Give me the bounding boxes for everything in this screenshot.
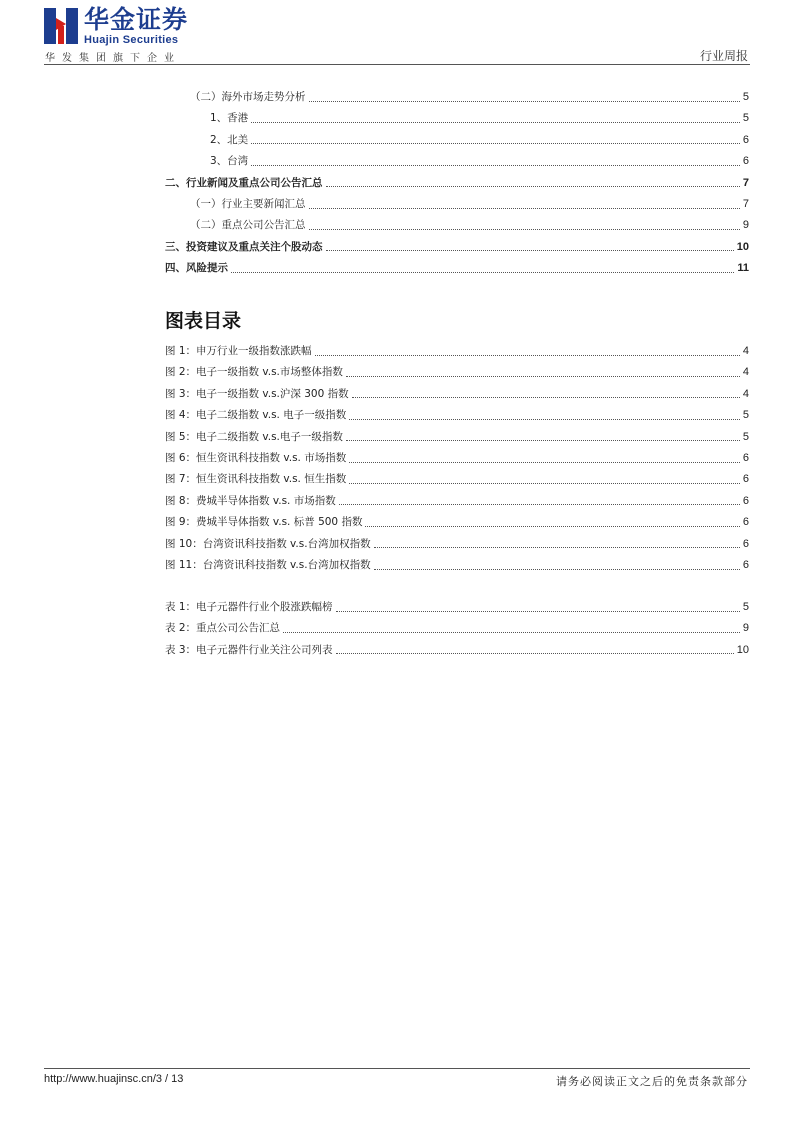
dot-leader — [309, 93, 740, 102]
table-entry-label: 表 3：电子元器件行业关注公司列表 — [165, 643, 333, 656]
figure-entry-page: 6 — [742, 452, 749, 464]
dot-leader — [326, 242, 734, 251]
toc-entry[interactable] — [165, 175, 749, 191]
dot-leader — [251, 135, 740, 144]
dot-leader — [349, 411, 740, 420]
toc-entry-label: 二、行业新闻及重点公司公告汇总 — [165, 176, 323, 189]
figure-entry-label: 图 3：电子一级指数 v.s.沪深 300 指数 — [165, 387, 349, 400]
toc-entry[interactable] — [190, 217, 749, 233]
dot-leader — [315, 347, 740, 356]
figure-entry[interactable] — [165, 364, 749, 380]
figure-entry-page: 6 — [742, 537, 749, 550]
footer-url-page: http://www.huajinsc.cn/3 / 13 — [44, 1073, 184, 1085]
figure-entry-label: 图 4：电子二级指数 v.s. 电子一级指数 — [165, 409, 347, 422]
dot-leader — [251, 114, 740, 123]
toc-entry-page: 10 — [736, 240, 749, 253]
toc-entry-label: （二）重点公司公告汇总 — [190, 219, 306, 232]
table-entry[interactable] — [165, 642, 749, 658]
dot-leader — [352, 389, 740, 398]
toc-entry-page: 5 — [742, 112, 749, 125]
table-entry-page: 10 — [736, 643, 749, 656]
toc-entry[interactable] — [165, 260, 749, 276]
header-divider — [44, 64, 750, 65]
toc-entry[interactable] — [210, 110, 749, 126]
dot-leader — [374, 561, 740, 570]
figure-entry[interactable] — [165, 493, 749, 509]
figure-entry-page: 4 — [742, 345, 749, 357]
figure-entry-page: 6 — [742, 494, 749, 507]
toc-entry-page: 6 — [742, 133, 749, 146]
toc-entry-page: 7 — [742, 176, 749, 189]
figure-entry[interactable] — [165, 471, 749, 487]
figure-entry-page: 6 — [742, 559, 749, 571]
dot-leader — [309, 200, 740, 209]
figure-entry-label: 图 6：恒生资讯科技指数 v.s. 市场指数 — [165, 452, 347, 464]
figure-entry[interactable] — [165, 450, 749, 466]
figure-entry-label: 图 5：电子二级指数 v.s.电子一级指数 — [165, 430, 343, 443]
dot-leader — [251, 157, 740, 166]
dot-leader — [365, 518, 739, 527]
dot-leader — [336, 645, 734, 654]
toc-entry[interactable] — [165, 239, 749, 255]
table-entry[interactable] — [165, 620, 749, 636]
table-entry-label: 表 1：电子元器件行业个股涨跌幅榜 — [165, 601, 333, 613]
huajin-logo-icon — [44, 8, 78, 44]
figure-entry[interactable] — [165, 407, 749, 423]
dot-leader — [349, 475, 740, 484]
toc-entry-label: 2、北美 — [210, 133, 249, 146]
brand-name-en: Huajin Securities — [84, 34, 179, 46]
dot-leader — [283, 624, 740, 633]
toc-entry-page: 9 — [742, 219, 749, 232]
dot-leader — [336, 603, 740, 612]
table-entry-page: 5 — [742, 601, 749, 613]
figure-entry-label: 图 9：费城半导体指数 v.s. 标普 500 指数 — [165, 516, 363, 529]
footer-disclaimer: 请务必阅读正文之后的免责条款部分 — [556, 1075, 748, 1088]
report-type: 行业周报 — [699, 49, 748, 63]
figure-entry-page: 6 — [742, 516, 749, 529]
toc-entry-label: （一）行业主要新闻汇总 — [190, 198, 306, 210]
figure-entry-page: 4 — [742, 387, 749, 400]
footer-divider — [44, 1068, 750, 1069]
toc-entry-label: 1、香港 — [210, 112, 249, 125]
figure-entry[interactable] — [165, 536, 749, 552]
figure-entry-page: 6 — [742, 473, 749, 486]
table-entry[interactable] — [165, 599, 749, 615]
toc-entry[interactable] — [190, 196, 749, 212]
dot-leader — [231, 264, 734, 273]
toc-entry-page: 5 — [742, 91, 749, 103]
figure-entry-page: 5 — [742, 430, 749, 443]
toc-entry-label: （二）海外市场走势分析 — [190, 91, 306, 103]
dot-leader — [349, 454, 740, 463]
dot-leader — [346, 432, 740, 441]
dot-leader — [326, 178, 740, 187]
figure-entry[interactable] — [165, 386, 749, 402]
figure-entry-label: 图 11：台湾资讯科技指数 v.s.台湾加权指数 — [165, 559, 371, 571]
toc-entry-label: 三、投资建议及重点关注个股动态 — [165, 240, 323, 253]
toc-entry[interactable] — [210, 153, 749, 169]
table-entry-page: 9 — [742, 622, 749, 635]
figure-entry-label: 图 2：电子一级指数 v.s.市场整体指数 — [165, 366, 343, 379]
figure-entry[interactable] — [165, 514, 749, 530]
figure-entry-label: 图 1：申万行业一级指数涨跌幅 — [165, 345, 312, 357]
figure-entry[interactable] — [165, 343, 749, 359]
dot-leader — [309, 221, 740, 230]
toc-entry-page: 6 — [742, 155, 749, 168]
figures-title: 图表目录 — [165, 310, 242, 332]
toc-entry[interactable] — [210, 132, 749, 148]
dot-leader — [374, 539, 740, 548]
brand-name-cn: 华金证券 — [84, 5, 189, 34]
toc-entry-label: 3、台湾 — [210, 155, 249, 168]
figure-entry-label: 图 8：费城半导体指数 v.s. 市场指数 — [165, 494, 336, 507]
figure-entry[interactable] — [165, 429, 749, 445]
figure-entry-label: 图 7：恒生资讯科技指数 v.s. 恒生指数 — [165, 473, 347, 486]
table-entry-label: 表 2：重点公司公告汇总 — [165, 622, 281, 635]
toc-entry-page: 7 — [742, 198, 749, 210]
toc-entry-page: 11 — [737, 262, 749, 275]
dot-leader — [346, 368, 740, 377]
figure-entry[interactable] — [165, 557, 749, 573]
figure-entry-label: 图 10：台湾资讯科技指数 v.s.台湾加权指数 — [165, 537, 371, 550]
toc-entry[interactable] — [190, 89, 749, 105]
toc-entry-label: 四、风险提示 — [165, 262, 228, 275]
brand-tagline: 华发集团旗下企业 — [45, 53, 181, 64]
dot-leader — [339, 496, 740, 505]
figure-entry-page: 4 — [742, 366, 749, 379]
figure-entry-page: 5 — [742, 409, 749, 422]
